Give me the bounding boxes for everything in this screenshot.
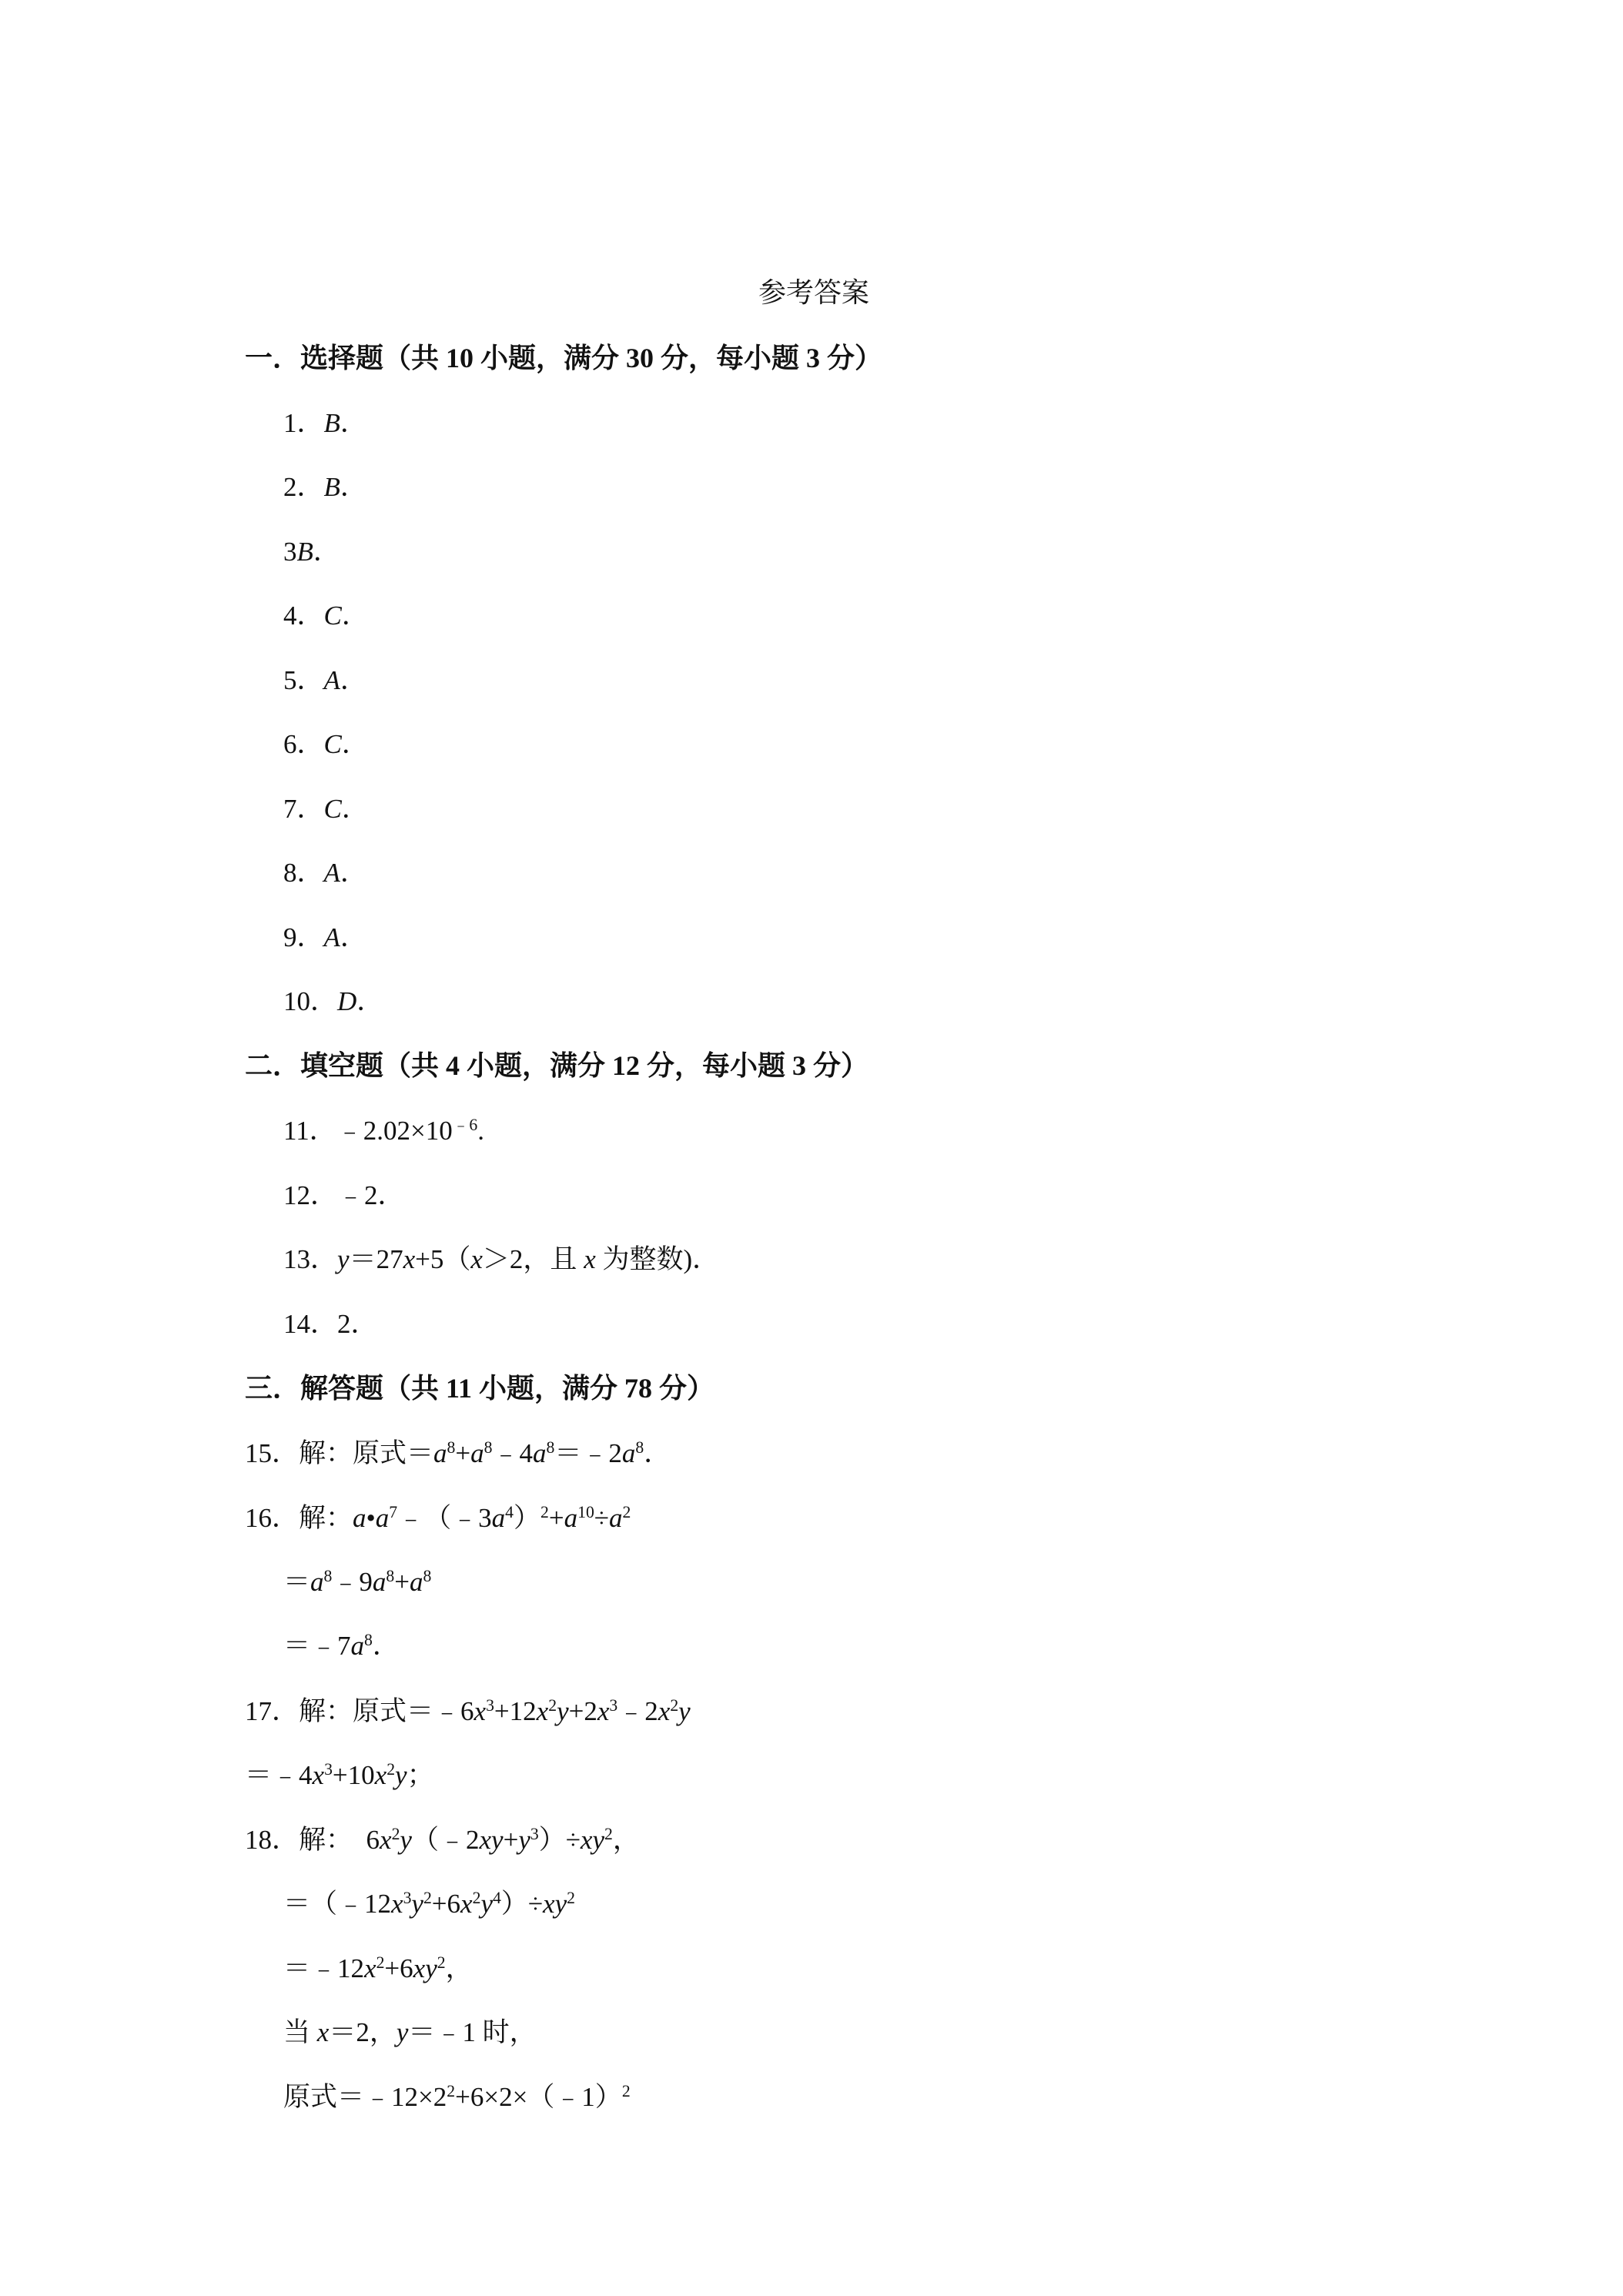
section-heading-solutions: 三．解答题（共 11 小题，满分 78 分）	[245, 1373, 715, 1404]
solution-18-line-1: 18．解： $6x^2y(﹣2xy+y^3)\div xy^2$，	[245, 1825, 640, 1855]
solution-15: 15．解：原式$=a^8+a^8﹣4a^8=﹣2a^8$．	[245, 1438, 671, 1468]
solution-18-line-2: $=(﹣12x^3y^2+6x^2y^4)\div xy^2$	[283, 1889, 575, 1919]
solution-18-line-3: $=﹣12x^2+6xy^2$，	[283, 1953, 473, 1983]
solution-18-line-5: 原式$=﹣12\times 2^2+6\times 2\times(﹣1)^2$	[283, 2082, 631, 2112]
answer-line-13: 13．y＝27x+5（x＞2，且 x 为整数)．	[283, 1244, 720, 1274]
section-heading-fill-in: 二．填空题（共 4 小题，满分 12 分，每小题 3 分）	[245, 1050, 869, 1081]
answer-line-10: 10．D．	[283, 986, 384, 1016]
answer-line-1: 1．B．	[283, 408, 367, 438]
answer-line-2: 2．B．	[283, 472, 367, 502]
page-title: 参考答案	[758, 277, 870, 308]
answer-line-11: 11．$﹣2.02\times 10^{﹣6}$.	[283, 1116, 484, 1146]
solution-17-line-2: $=﹣4x^3+10x^2y$；	[245, 1760, 434, 1790]
answer-line-8: 8．A．	[283, 858, 367, 888]
solution-17-line-1: 17．解：原式$=﹣6x^3+12x^2y+2x^3﹣2x^2y$	[245, 1696, 691, 1726]
answer-line-14: 14．2．	[283, 1309, 378, 1339]
section-heading-multiple-choice: 一．选择题（共 10 小题，满分 30 分，每小题 3 分）	[245, 343, 883, 373]
answer-line-3: 3B．	[283, 537, 340, 567]
answer-line-9: 9．A．	[283, 922, 367, 952]
answer-line-5: 5．A．	[283, 665, 367, 695]
answer-line-7: 7．C．	[283, 794, 369, 824]
answer-line-4: 4．C．	[283, 601, 369, 631]
answer-line-6: 6．C．	[283, 729, 369, 759]
solution-16-line-3: $=﹣7a^8$．	[283, 1631, 400, 1661]
answer-line-12: 12．﹣2．	[283, 1180, 405, 1210]
solution-18-line-4: 当 x＝2，y＝﹣1 时，	[283, 2017, 537, 2047]
solution-16-line-1: 16．解：$a•a^7﹣(﹣3a^4)^2+a^{10}\div a^2$	[245, 1503, 631, 1533]
solution-16-line-2: $=a^8﹣9a^8+a^8$	[283, 1567, 432, 1597]
